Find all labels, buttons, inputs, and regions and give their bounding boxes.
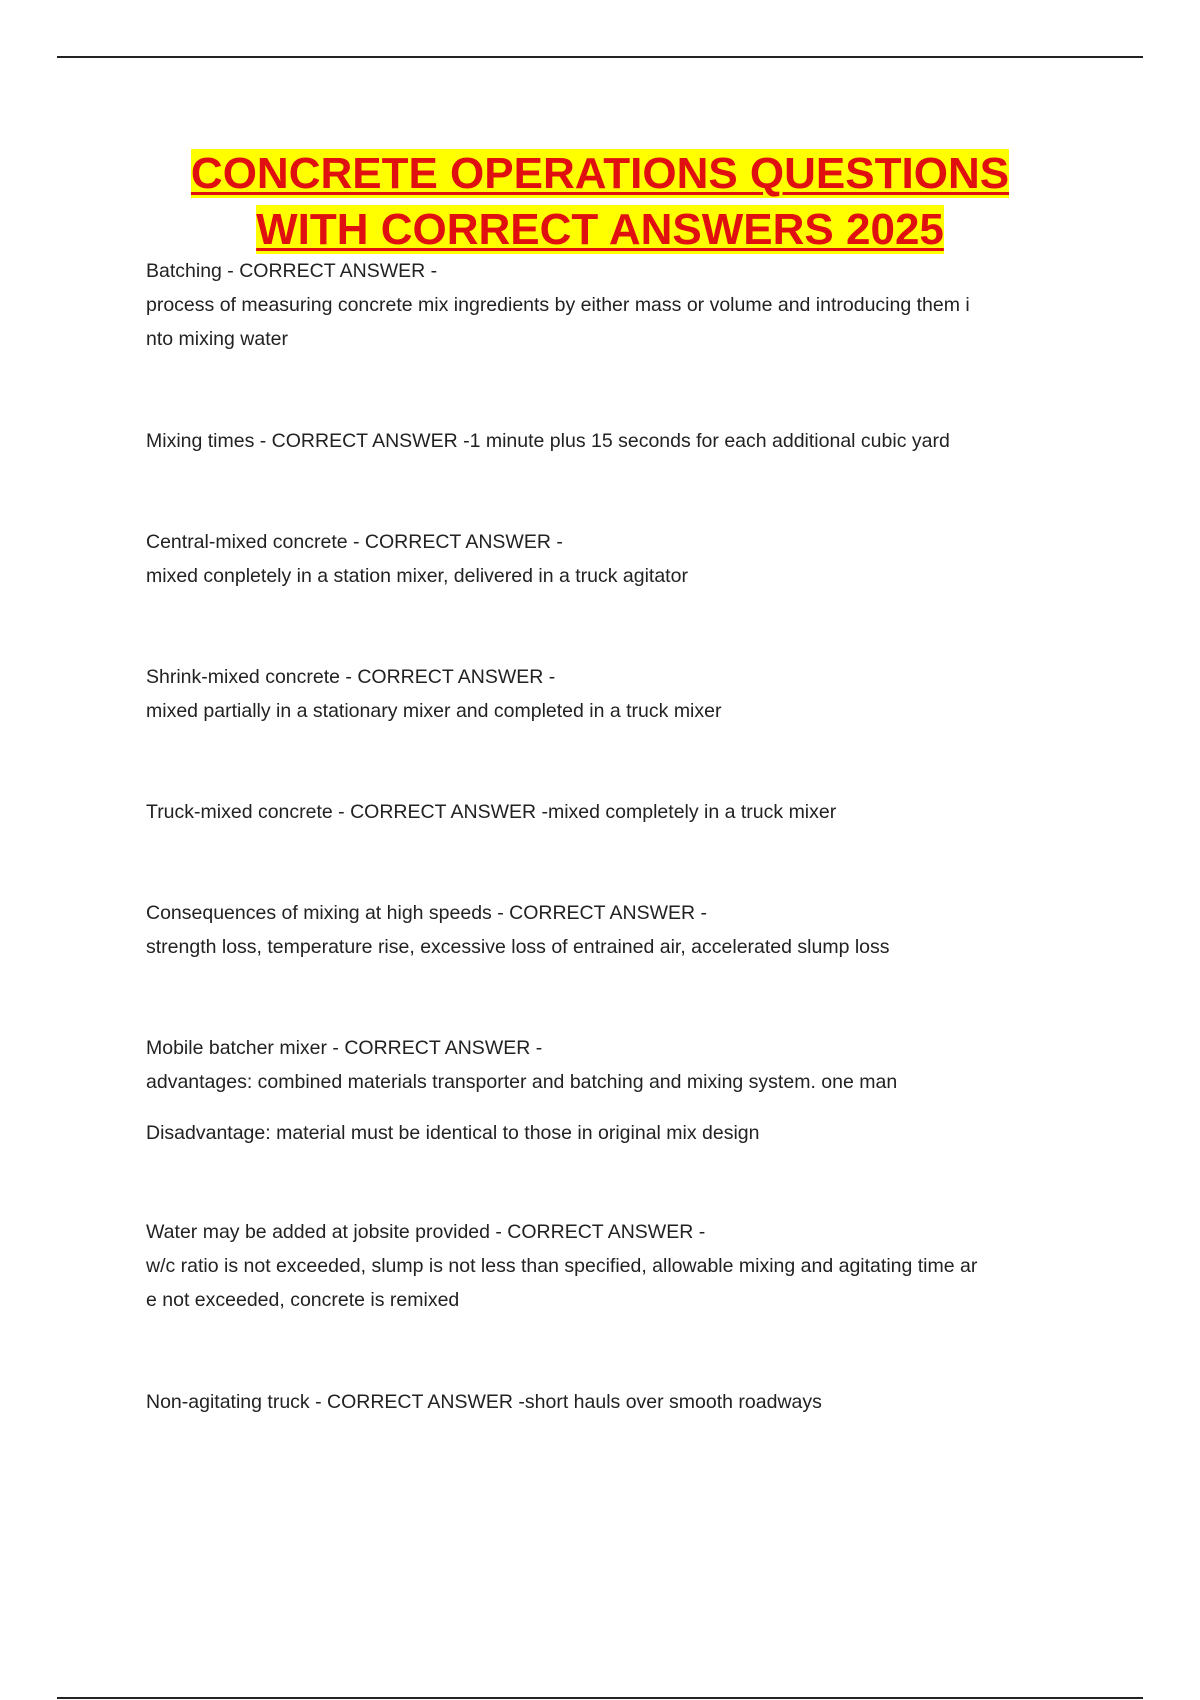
qa-item-mixing-times bbox=[146, 424, 1090, 458]
qa-item-non-agitating-truck bbox=[146, 1385, 1090, 1419]
question: Non-agitating truck - CORRECT ANSWER -short hauls over smooth roadways bbox=[146, 1391, 822, 1413]
question: Truck-mixed concrete - CORRECT ANSWER -mixed completely in a truck mixer bbox=[146, 801, 837, 823]
qa-item-water-at-jobsite bbox=[146, 1215, 1090, 1317]
question: Mobile batcher mixer - CORRECT ANSWER - bbox=[146, 1037, 543, 1059]
answer: process of measuring concrete mix ingredients by either mass or volume and introducing them i bbox=[146, 294, 970, 316]
qa-item-truck-mixed bbox=[146, 795, 1090, 829]
page-title bbox=[0, 146, 1200, 258]
title-line-2: WITH CORRECT ANSWERS 2025 bbox=[256, 205, 944, 254]
question: Batching - CORRECT ANSWER - bbox=[146, 260, 438, 282]
question: Shrink-mixed concrete - CORRECT ANSWER - bbox=[146, 666, 556, 688]
question: Water may be added at jobsite provided - CORRECT ANSWER - bbox=[146, 1221, 706, 1243]
title-line-1: CONCRETE OPERATIONS QUESTIONS bbox=[190, 149, 1010, 198]
answer-continued: e not exceeded, concrete is remixed bbox=[146, 1289, 460, 1311]
question: Consequences of mixing at high speeds - CORRECT ANSWER - bbox=[146, 902, 708, 924]
question: Central-mixed concrete - CORRECT ANSWER - bbox=[146, 531, 563, 553]
answer: advantages: combined materials transporter and batching and mixing system. one man bbox=[146, 1071, 898, 1093]
answer-continued: nto mixing water bbox=[146, 328, 288, 350]
qa-item-batching bbox=[146, 254, 1090, 356]
qa-item-high-speed-mixing bbox=[146, 896, 1090, 964]
top-rule bbox=[57, 56, 1143, 58]
question: Mixing times - CORRECT ANSWER -1 minute plus 15 seconds for each additional cubic yard bbox=[146, 430, 950, 452]
answer: w/c ratio is not exceeded, slump is not less than specified, allowable mixing and agitating time ar bbox=[146, 1255, 978, 1277]
answer-disadvantage: Disadvantage: material must be identical to those in original mix design bbox=[146, 1122, 760, 1144]
answer: strength loss, temperature rise, excessive loss of entrained air, accelerated slump loss bbox=[146, 936, 890, 958]
qa-item-shrink-mixed bbox=[146, 660, 1090, 728]
bottom-rule bbox=[57, 1697, 1143, 1699]
qa-item-central-mixed bbox=[146, 525, 1090, 593]
answer: mixed partially in a stationary mixer and completed in a truck mixer bbox=[146, 700, 722, 722]
qa-item-mobile-batcher bbox=[146, 1031, 1090, 1150]
answer: mixed conpletely in a station mixer, delivered in a truck agitator bbox=[146, 565, 688, 587]
